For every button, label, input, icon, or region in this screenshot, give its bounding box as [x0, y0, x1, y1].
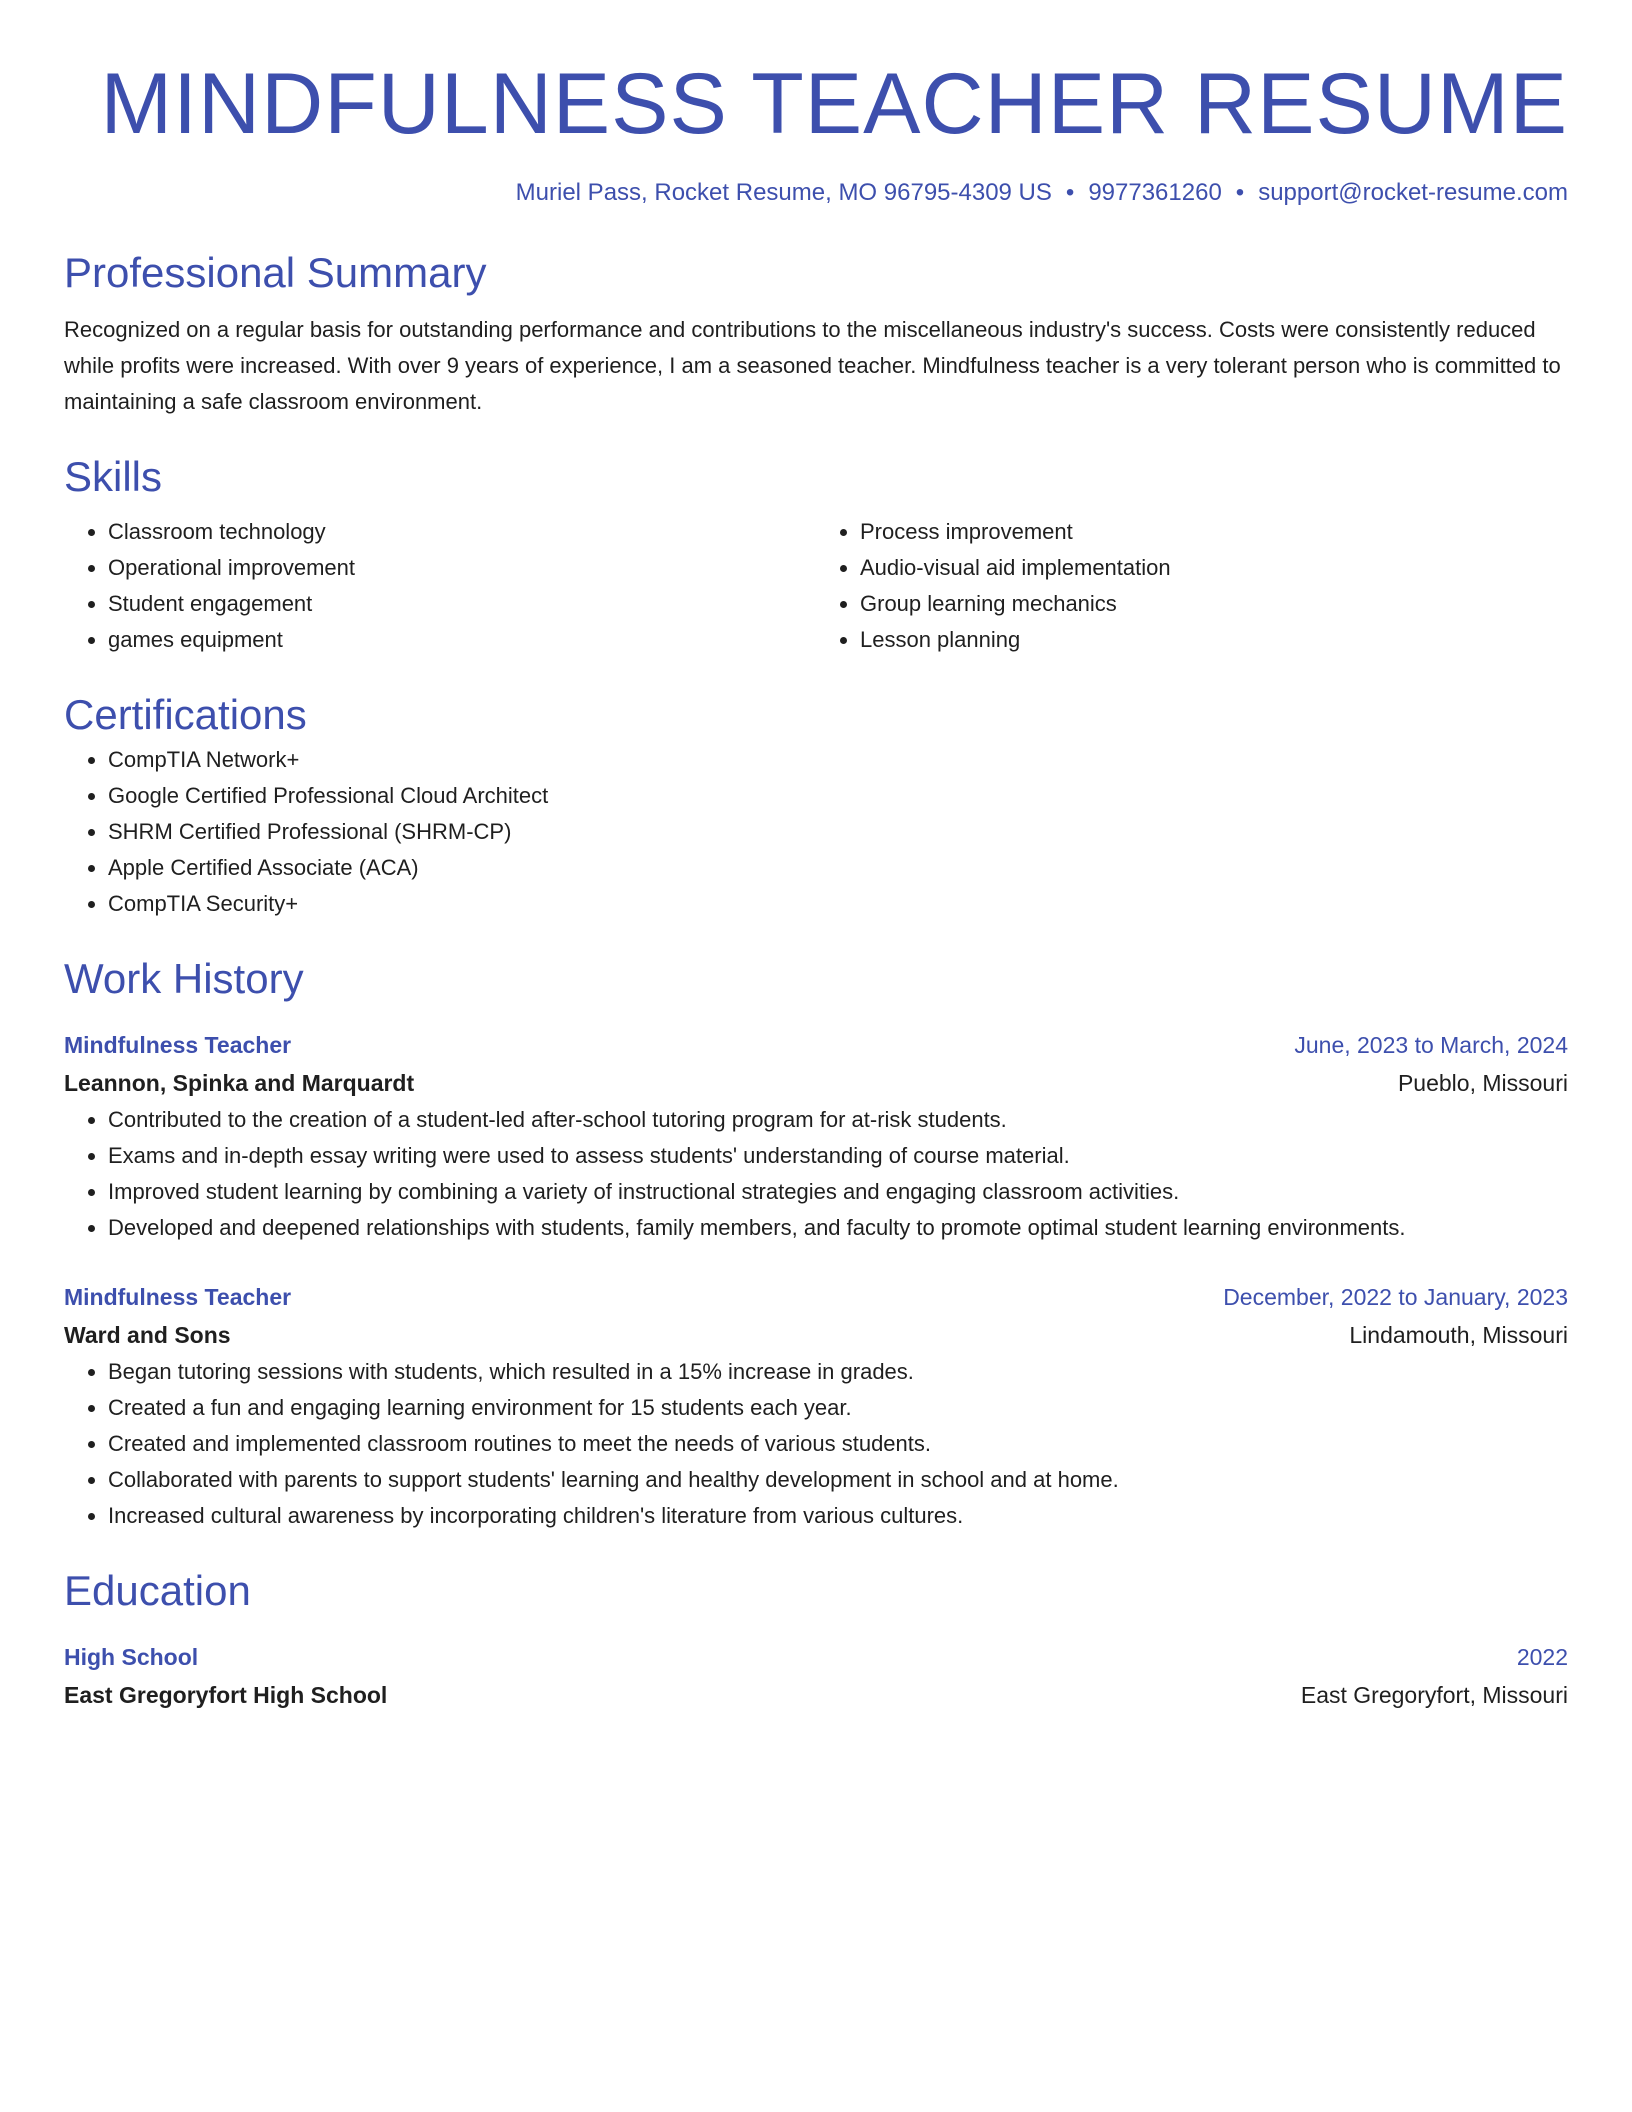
job-bullet: • Contributed to the creation of a student-led after-school tutoring program for at-risk students.	[108, 1102, 1568, 1138]
job-employer-row	[64, 1064, 1568, 1102]
education-school: East Gregoryfort High School	[64, 1682, 388, 1708]
job-dates: December, 2022 to January, 2023	[1223, 1284, 1568, 1310]
certifications-list	[64, 742, 1568, 922]
education-year: 2022	[1516, 1644, 1568, 1670]
job-bullet: • Improved student learning by combining a variety of instructional strategies and engaging classroom activities.	[108, 1174, 1568, 1210]
job-entry	[64, 1278, 1568, 1534]
education-location: East Gregoryfort, Missouri	[1300, 1682, 1568, 1708]
certification-item: • CompTIA Network+	[108, 742, 1568, 778]
skill-item: • Process improvement	[860, 514, 1568, 550]
summary-heading: Professional Summary	[64, 249, 487, 296]
skill-item: • Group learning mechanics	[860, 586, 1568, 622]
contact-separator: •	[1235, 179, 1245, 206]
education-header-row	[64, 1638, 1568, 1676]
education-school-row	[64, 1676, 1568, 1714]
job-bullet: • Collaborated with parents to support students' learning and healthy development in school and at home.	[108, 1462, 1568, 1498]
certification-item: • Apple Certified Associate (ACA)	[108, 850, 1568, 886]
job-title: Mindfulness Teacher	[64, 1032, 292, 1058]
skill-item: • Audio-visual aid implementation	[860, 550, 1568, 586]
skills-list-left	[64, 514, 816, 658]
contact-phone: 9977361260	[1088, 179, 1222, 206]
skills-grid	[64, 514, 1568, 658]
skill-item: • Student engagement	[108, 586, 816, 622]
job-dates: June, 2023 to March, 2024	[1294, 1032, 1568, 1058]
job-location: Lindamouth, Missouri	[1349, 1322, 1568, 1348]
job-bullet: • Created and implemented classroom routines to meet the needs of various students.	[108, 1426, 1568, 1462]
job-header-row	[64, 1026, 1568, 1064]
job-title: Mindfulness Teacher	[64, 1284, 292, 1310]
job-bullet: • Increased cultural awareness by incorporating children's literature from various cultures.	[108, 1498, 1568, 1534]
job-employer: Ward and Sons	[64, 1322, 231, 1348]
work-history-heading: Work History	[64, 955, 304, 1002]
contact-separator: •	[1065, 179, 1075, 206]
education-entry	[64, 1638, 1568, 1714]
job-bullet-list	[64, 1354, 1568, 1534]
job-bullet-list	[64, 1102, 1568, 1246]
job-entry	[64, 1026, 1568, 1246]
contact-email: support@rocket-resume.com	[1258, 179, 1568, 206]
resume-title: MINDFULNESS TEACHER RESUME	[100, 56, 1568, 152]
job-location: Pueblo, Missouri	[1397, 1070, 1568, 1096]
certification-item: • CompTIA Security+	[108, 886, 1568, 922]
skill-item: • Lesson planning	[860, 622, 1568, 658]
job-bullet: • Exams and in-depth essay writing were used to assess students' understanding of course material.	[108, 1138, 1568, 1174]
skill-item: • Classroom technology	[108, 514, 816, 550]
job-header-row	[64, 1278, 1568, 1316]
contact-line	[64, 176, 1568, 210]
education-heading: Education	[64, 1567, 251, 1614]
certifications-heading: Certifications	[64, 691, 307, 738]
skills-list-right	[816, 514, 1568, 658]
summary-text: Recognized on a regular basis for outstanding performance and contributions to the miscellaneous industry's success. Costs were consistently reduced while profits were increased. With over 9 years of experience, I am a seasoned teacher. Mindfulness teacher is a very tolerant person who is committed to maintaining a safe classroom environment.	[64, 317, 1561, 414]
education-degree: High School	[64, 1644, 199, 1670]
skills-heading: Skills	[64, 453, 163, 500]
certification-item: • Google Certified Professional Cloud Architect	[108, 778, 1568, 814]
job-bullet: • Began tutoring sessions with students, which resulted in a 15% increase in grades.	[108, 1354, 1568, 1390]
certification-item: • SHRM Certified Professional (SHRM-CP)	[108, 814, 1568, 850]
skill-item: • Operational improvement	[108, 550, 816, 586]
skill-item: • games equipment	[108, 622, 816, 658]
job-bullet: • Developed and deepened relationships with students, family members, and faculty to promote optimal student learning environments.	[108, 1210, 1568, 1246]
job-employer: Leannon, Spinka and Marquardt	[64, 1070, 415, 1096]
job-employer-row	[64, 1316, 1568, 1354]
skills-column-right	[816, 514, 1568, 658]
skills-column-left	[64, 514, 816, 658]
contact-address: Muriel Pass, Rocket Resume, MO 96795-4309 US	[515, 179, 1052, 206]
job-bullet: • Created a fun and engaging learning environment for 15 students each year.	[108, 1390, 1568, 1426]
